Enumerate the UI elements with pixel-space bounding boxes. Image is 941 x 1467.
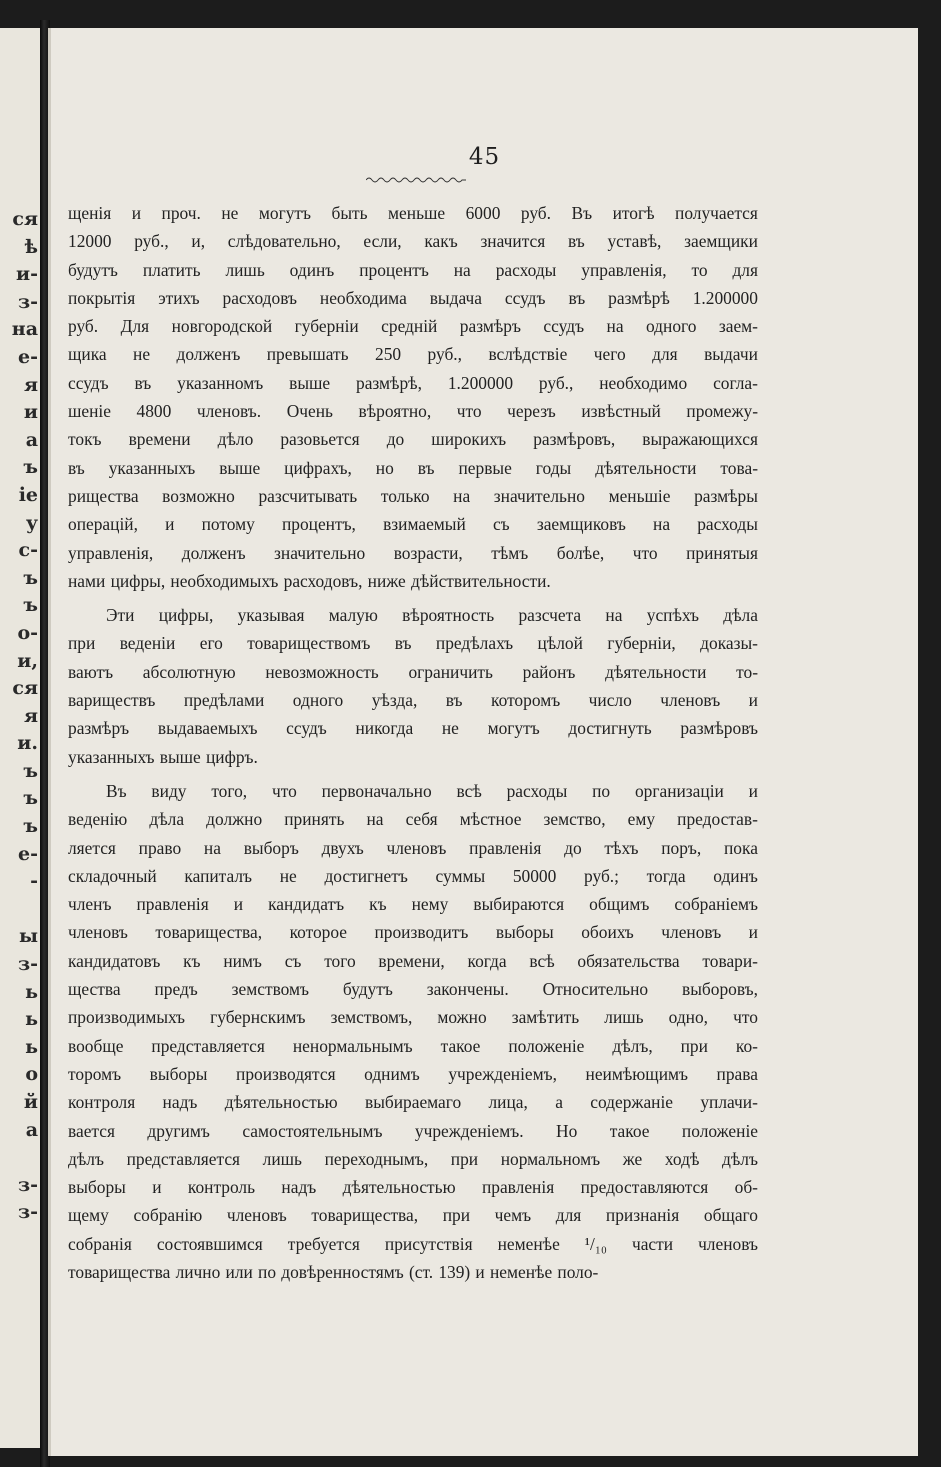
- facing-page-fragment: ъ: [23, 787, 38, 810]
- facing-page-fragment: з-: [17, 953, 38, 976]
- facing-page-fragment: о: [25, 1063, 38, 1086]
- text-line: Въ виду того, что первоначально всѣ расходы по организаціи и: [106, 780, 758, 801]
- facing-page-fragment: ся: [12, 208, 38, 230]
- text-line: покрытія этихъ расходовъ необходима выдача ссудъ въ размѣрѣ 1.200000: [68, 287, 758, 308]
- facing-page-fragment: ь: [25, 1008, 38, 1031]
- text-line: товарищества лично или по довѣренностямъ (ст. 139) и неменѣе поло-: [68, 1261, 599, 1282]
- facing-page-fragment: ѣ: [24, 235, 38, 258]
- facing-page-fragment: -: [30, 870, 38, 893]
- facing-page-fragment: я: [23, 373, 38, 396]
- text-line: ссудъ въ указанномъ выше размѣрѣ, 1.200000 руб., необходимо согла-: [68, 372, 758, 393]
- text-line: нами цифры, необходимыхъ расходовъ, ниже дѣйствительности.: [68, 570, 551, 591]
- text-line: операцій, и потому процентъ, взимаемый съ заемщиковъ на расходы: [68, 514, 758, 535]
- text-line: управленія, долженъ значительно возрасти, тѣмъ болѣе, что принятыя: [68, 542, 758, 563]
- body-text: [68, 199, 758, 1286]
- facing-page-fragment: о-: [17, 621, 38, 644]
- text-line: щества предъ земствомъ будутъ закончены. Относительно выборовъ,: [68, 979, 758, 1000]
- text-line: торомъ выборы производятся однимъ учрежденіемъ, неимѣющимъ права: [68, 1063, 758, 1084]
- facing-page-fragment: а: [25, 428, 38, 451]
- facing-page-fragment: ъ: [23, 566, 38, 589]
- text-line: щенія и проч. не могутъ быть меньше 6000 руб. Въ итогѣ получается: [68, 203, 758, 223]
- text-line: вается другимъ самостоятельнымъ учрежденіемъ. Но такое положеніе: [68, 1120, 758, 1141]
- facing-page-fragment: а: [25, 1118, 38, 1141]
- text-line: контроля надъ дѣятельностью выбираемаго лица, а содержаніе уплачи-: [68, 1092, 758, 1113]
- facing-page-fragment: з-: [17, 1201, 38, 1224]
- paragraph: [68, 199, 758, 595]
- text-line: кандидатовъ къ нимъ съ того времени, когда всѣ обязательства товари-: [68, 950, 758, 971]
- facing-page-fragment: ы: [18, 925, 38, 948]
- text-line: собранія состоявшимся требуется присутствія неменѣе ¹/₁₀ части членовъ: [68, 1233, 758, 1254]
- facing-page-fragment: ся: [12, 677, 38, 700]
- facing-page-fragment: и.: [17, 732, 38, 755]
- facing-page-fragment: [0, 896, 40, 924]
- facing-page-fragment: е-: [18, 842, 38, 865]
- text-line: производимыхъ губернскимъ земствомъ, можно замѣтить лишь одно, что: [68, 1007, 758, 1028]
- facing-page-fragment: з-: [17, 290, 38, 313]
- text-line: будутъ платить лишь одинъ процентъ на расходы управленія, то для: [68, 259, 758, 280]
- facing-page-fragment: и-: [16, 263, 38, 286]
- facing-page-fragment: я: [23, 704, 38, 727]
- facing-page-fragment: и: [23, 401, 38, 424]
- paragraph: [68, 777, 758, 1286]
- facing-page-fragment: ъ: [23, 815, 38, 838]
- text-line: въ указанныхъ выше цифрахъ, но въ первые годы дѣятельности това-: [68, 457, 758, 478]
- text-line: Эти цифры, указывая малую вѣроятность разсчета на успѣхъ дѣла: [106, 605, 758, 626]
- text-line: ляется право на выборъ двухъ членовъ правленія до тѣхъ поръ, пока: [68, 837, 758, 858]
- facing-page-fragment: з-: [17, 1173, 38, 1196]
- text-line: токъ времени дѣло разовьется до широкихъ размѣровъ, выражающихся: [68, 429, 758, 450]
- facing-page-fragment: іе: [18, 483, 38, 506]
- text-line: 12000 руб., и, слѣдовательно, если, какъ значится въ уставѣ, заемщики: [68, 231, 758, 252]
- facing-page-fragment: у: [25, 511, 38, 534]
- paragraph: [68, 601, 758, 771]
- text-line: дѣлъ представляется лишь переходнымъ, при нормальномъ же ходѣ дѣлъ: [68, 1148, 758, 1169]
- facing-page-fragment: й: [23, 1091, 38, 1113]
- facing-page-fragment: [0, 1144, 40, 1172]
- facing-page-fragment: ъ: [23, 594, 38, 617]
- text-line: щика не долженъ превышать 250 руб., вслѣдствіе чего для выдачи: [68, 344, 758, 365]
- text-line: рищества возможно разсчитывать только на значительно меньшіе размѣры: [68, 485, 758, 506]
- text-line: вообще представляется ненормальнымъ такое положеніе дѣлъ, при ко-: [68, 1035, 758, 1056]
- text-line: ваютъ абсолютную невозможность ограничить районъ дѣятельности то-: [68, 661, 758, 682]
- facing-page-fragment: ь: [25, 1035, 38, 1058]
- facing-page-fragment: и,: [17, 649, 38, 672]
- text-line: размѣръ выдаваемыхъ ссудъ никогда не могутъ достигнуть размѣровъ: [68, 718, 758, 739]
- text-line: руб. Для новгородской губерніи средній размѣръ ссудъ на одного заем-: [68, 316, 758, 337]
- facing-page-fragment: ъ: [23, 456, 38, 479]
- text-line: при веденіи его товариществомъ въ предѣлахъ цѣлой губерніи, доказы-: [68, 633, 758, 654]
- text-line: членовъ товарищества, которое производитъ выборы обоихъ членовъ и: [68, 922, 758, 943]
- text-line: шеніе 4800 членовъ. Очень вѣроятно, что черезъ извѣстный промежу-: [68, 401, 758, 422]
- book-page: [48, 28, 918, 1456]
- text-line: указанныхъ выше цифръ.: [68, 746, 258, 767]
- text-line: щему собранію членовъ товарищества, при чемъ для признанія общаго: [68, 1205, 758, 1226]
- text-line: выборы и контроль надъ дѣятельностью правленія предоставляются об-: [68, 1177, 758, 1198]
- text-line: складочный капиталъ не достигнетъ суммы 50000 руб.; тогда одинъ: [68, 865, 758, 886]
- page-number-ornament: [366, 176, 466, 184]
- facing-page-fragment: е-: [18, 345, 38, 368]
- text-line: веденію дѣла должно принять на себя мѣстное земство, ему предостав-: [68, 809, 758, 830]
- facing-page-fragment: ь: [25, 980, 38, 1003]
- facing-page-fragment: с-: [18, 539, 38, 562]
- text-line: членъ правленія и кандидатъ къ нему выбираются общимъ собраніемъ: [68, 894, 758, 915]
- facing-page-fragment: ъ: [23, 759, 38, 782]
- facing-page-text-fragments: [0, 206, 40, 1227]
- page-number: 45: [468, 144, 501, 170]
- facing-page: [0, 28, 40, 1448]
- facing-page-fragment: на: [11, 318, 38, 341]
- text-line: вариществъ предѣлами одного уѣзда, въ которомъ число членовъ и: [68, 690, 758, 711]
